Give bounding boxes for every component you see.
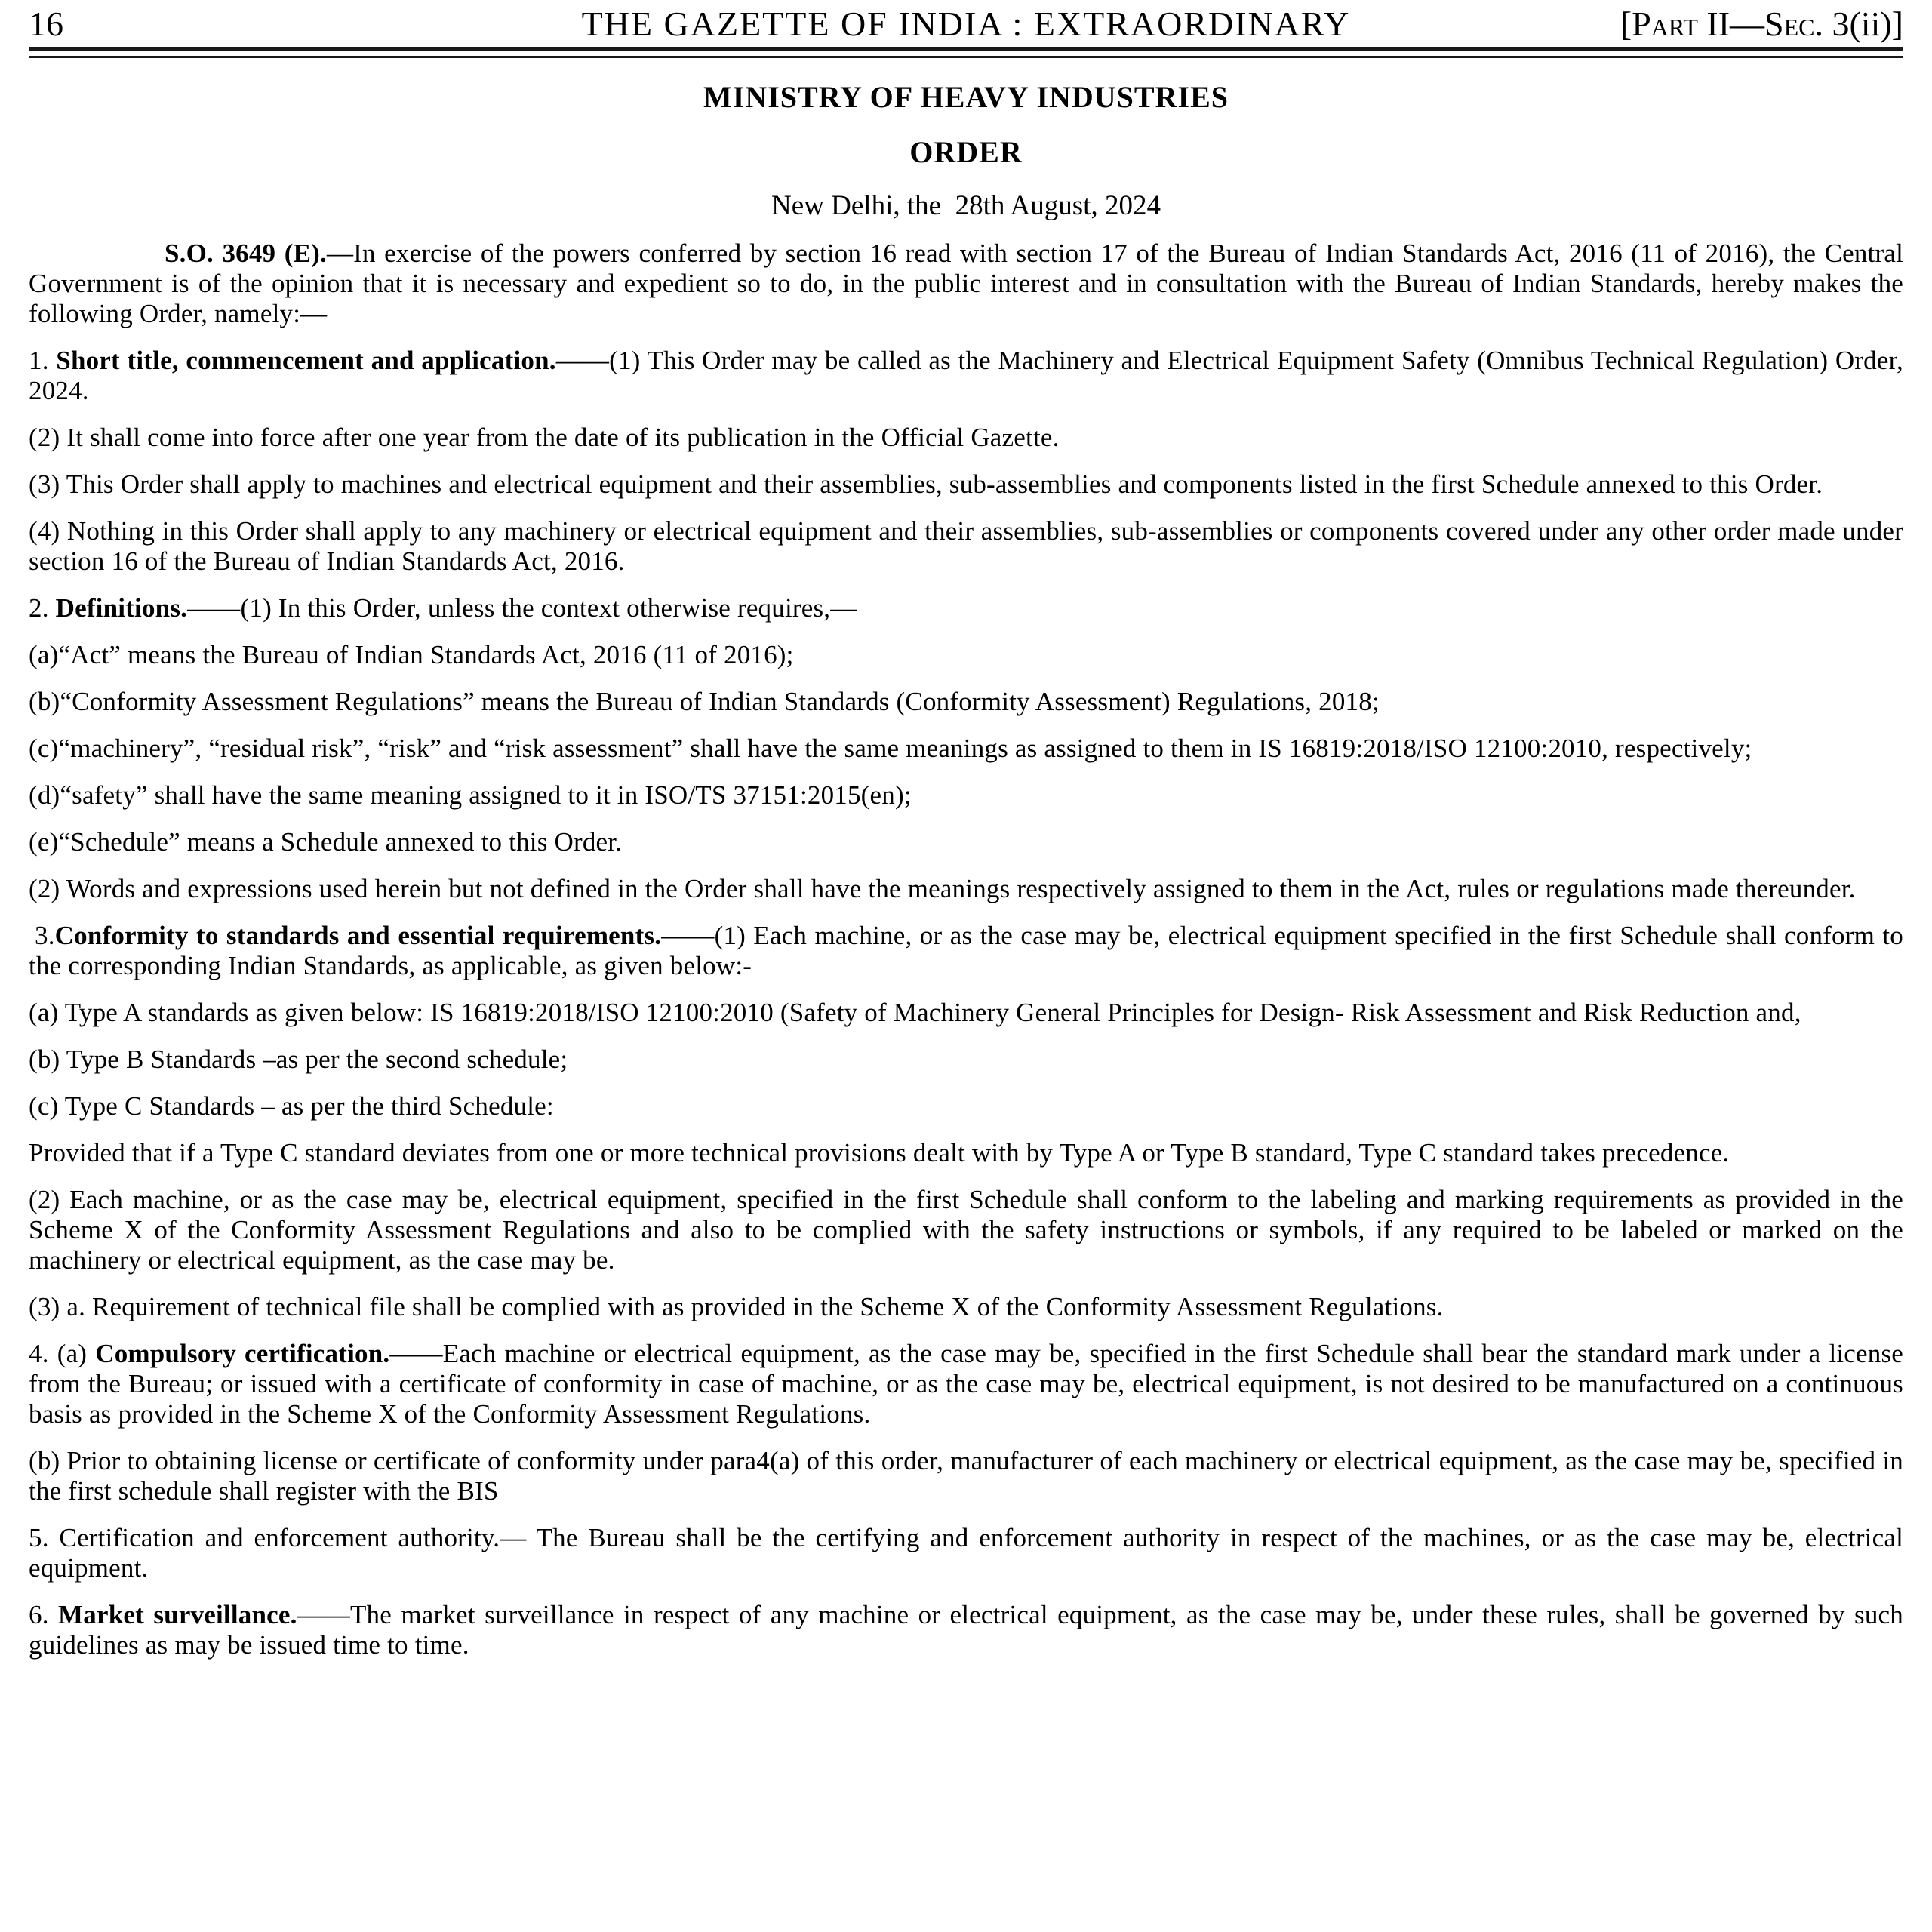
page-number: 16 bbox=[29, 5, 63, 43]
paragraph bbox=[29, 734, 1903, 764]
paragraph bbox=[29, 469, 1903, 500]
part-section-ref bbox=[1620, 5, 1903, 44]
text-run: ——Each machine or electrical equipment, as the case may be, specified in the first Schedule shall bear the standard mark under a license from the Bureau; or issued with a certificate of conformity in case of machine, or as the case may be, electrical equipment, is not desired to be manufactured on a continuous basis as provided in the Scheme X of the Conformity Assessment Regulations. bbox=[29, 1339, 1904, 1429]
paragraph bbox=[29, 1446, 1903, 1506]
bold-text-run: Compulsory certification. bbox=[95, 1339, 390, 1368]
text-run: 2. bbox=[29, 593, 56, 623]
gazette-title: THE GAZETTE OF INDIA : EXTRAORDINARY bbox=[581, 5, 1351, 43]
double-rule bbox=[29, 47, 1903, 58]
text-run: (3) This Order shall apply to machines and electrical equipment and their assemblies, sub-assemblies and components listed in the first Schedule annexed to this Order. bbox=[29, 469, 1823, 499]
text-run: 4. (a) bbox=[29, 1339, 96, 1368]
part-ref-smallcaps: [Part II—Sec. bbox=[1620, 5, 1823, 43]
paragraph bbox=[29, 1044, 1903, 1075]
dateline: New Delhi, the 28th August, 2024 bbox=[771, 190, 1161, 221]
paragraph bbox=[29, 1185, 1903, 1275]
text-run: (b)“Conformity Assessment Regulations” means the Bureau of Indian Standards (Conformity Assessment) Regulations, 2018; bbox=[29, 687, 1380, 716]
paragraph bbox=[29, 593, 1903, 623]
text-run: (2) Each machine, or as the case may be, electrical equipment, specified in the first Schedule shall conform to the labeling and marking requirements as provided in the Scheme X of the Conformity Assessment Regulations and also to be complied with the safety instructions or symbols, if any required to be labeled or marked on the machinery or electrical equipment, as the case may be. bbox=[29, 1185, 1903, 1275]
text-run: (a)“Act” means the Bureau of Indian Standards Act, 2016 (11 of 2016); bbox=[29, 640, 794, 669]
bold-text-run: Conformity to standards and essential requirements. bbox=[54, 921, 662, 950]
paragraph bbox=[29, 827, 1903, 857]
text-run: (3) a. Requirement of technical file shall be complied with as provided in the Scheme X of the Conformity Assessment Regulations. bbox=[29, 1292, 1444, 1321]
text-run: (2) Words and expressions used herein but not defined in the Order shall have the meanings respectively assigned to them in the Act, rules or regulations made thereunder. bbox=[29, 874, 1856, 903]
paragraph bbox=[29, 1523, 1903, 1583]
order-heading: ORDER bbox=[909, 135, 1023, 169]
text-run: (b) Type B Standards –as per the second schedule; bbox=[29, 1044, 568, 1074]
paragraph bbox=[29, 1091, 1903, 1121]
paragraph bbox=[29, 423, 1903, 453]
text-run: ——(1) Each machine, or as the case may be, electrical equipment specified in the first Schedule shall conform to the corresponding Indian Standards, as applicable, as given below:- bbox=[29, 921, 1903, 980]
text-run: (2) It shall come into force after one year from the date of its publication in the Official Gazette. bbox=[29, 423, 1060, 452]
page-header bbox=[29, 5, 1903, 44]
text-run: 5. Certification and enforcement authority.— The Bureau shall be the certifying and enforcement authority in respect of the machines, or as the case may be, electrical equipment. bbox=[29, 1523, 1903, 1583]
paragraph bbox=[29, 921, 1903, 981]
paragraph bbox=[29, 516, 1903, 577]
paragraph bbox=[29, 1339, 1903, 1429]
text-run: ——(1) In this Order, unless the context otherwise requires,— bbox=[187, 593, 857, 623]
text-run: (b) Prior to obtaining license or certificate of conformity under para4(a) of this order, manufacturer of each machinery or electrical equipment, as the case may be, specified in the first schedule shall register with the BIS bbox=[29, 1446, 1903, 1506]
text-run: (c)“machinery”, “residual risk”, “risk” and “risk assessment” shall have the same meanings as assigned to them in IS 16819:2018/ISO 12100:2010, respectively; bbox=[29, 734, 1752, 763]
text-run: (d)“safety” shall have the same meaning assigned to it in ISO/TS 37151:2015(en); bbox=[29, 780, 912, 810]
text-run: Provided that if a Type C standard deviates from one or more technical provisions dealt with by Type A or Type B standard, Type C standard takes precedence. bbox=[29, 1138, 1730, 1168]
paragraph bbox=[29, 687, 1903, 717]
text-run: 1. bbox=[29, 346, 57, 375]
text-run: (c) Type C Standards – as per the third Schedule: bbox=[29, 1091, 554, 1121]
text-run: 6. bbox=[29, 1600, 59, 1629]
text-run: 3. bbox=[35, 921, 55, 950]
text-run: (4) Nothing in this Order shall apply to any machinery or electrical equipment and their assemblies, sub-assemblies or components covered under any other order made under section 16 of the Bureau of Indian Standards Act, 2016. bbox=[29, 516, 1903, 576]
text-run: ——The market surveillance in respect of any machine or electrical equipment, as the case may be, under these rules, shall be governed by such guidelines as may be issued time to time. bbox=[29, 1600, 1903, 1660]
paragraph bbox=[29, 640, 1903, 670]
text-run: —In exercise of the powers conferred by section 16 read with section 17 of the Bureau of Indian Standards Act, 2016 (11 of 2016), the Central Government is of the opinion that it is necessary and expedient so to do, in the public interest and in consultation with the Bureau of Indian Standards, hereby makes the following Order, namely:— bbox=[29, 238, 1903, 328]
paragraph bbox=[29, 346, 1903, 406]
paragraph bbox=[29, 1292, 1903, 1322]
paragraph bbox=[29, 1138, 1903, 1168]
paragraph bbox=[29, 874, 1903, 904]
part-ref-rest: 3(ii)] bbox=[1823, 5, 1903, 43]
bold-text-run: Short title, commencement and application. bbox=[56, 346, 556, 375]
text-run: (a) Type A standards as given below: IS 16819:2018/ISO 12100:2010 (Safety of Machinery General Principles for Design- Risk Assessment and Risk Reduction and, bbox=[29, 998, 1801, 1027]
document-body bbox=[29, 238, 1903, 1660]
paragraph bbox=[29, 998, 1903, 1028]
paragraph bbox=[29, 238, 1903, 329]
text-run: ——(1) This Order may be called as the Machinery and Electrical Equipment Safety (Omnibus Technical Regulation) Order, 2024. bbox=[29, 346, 1903, 405]
ministry-heading: MINISTRY OF HEAVY INDUSTRIES bbox=[703, 80, 1229, 114]
paragraph bbox=[29, 780, 1903, 811]
bold-text-run: Definitions. bbox=[55, 593, 188, 623]
text-run: (e)“Schedule” means a Schedule annexed to this Order. bbox=[29, 827, 623, 857]
bold-text-run: S.O. 3649 (E). bbox=[165, 238, 327, 268]
paragraph bbox=[29, 1600, 1903, 1660]
bold-text-run: Market surveillance. bbox=[58, 1600, 297, 1629]
